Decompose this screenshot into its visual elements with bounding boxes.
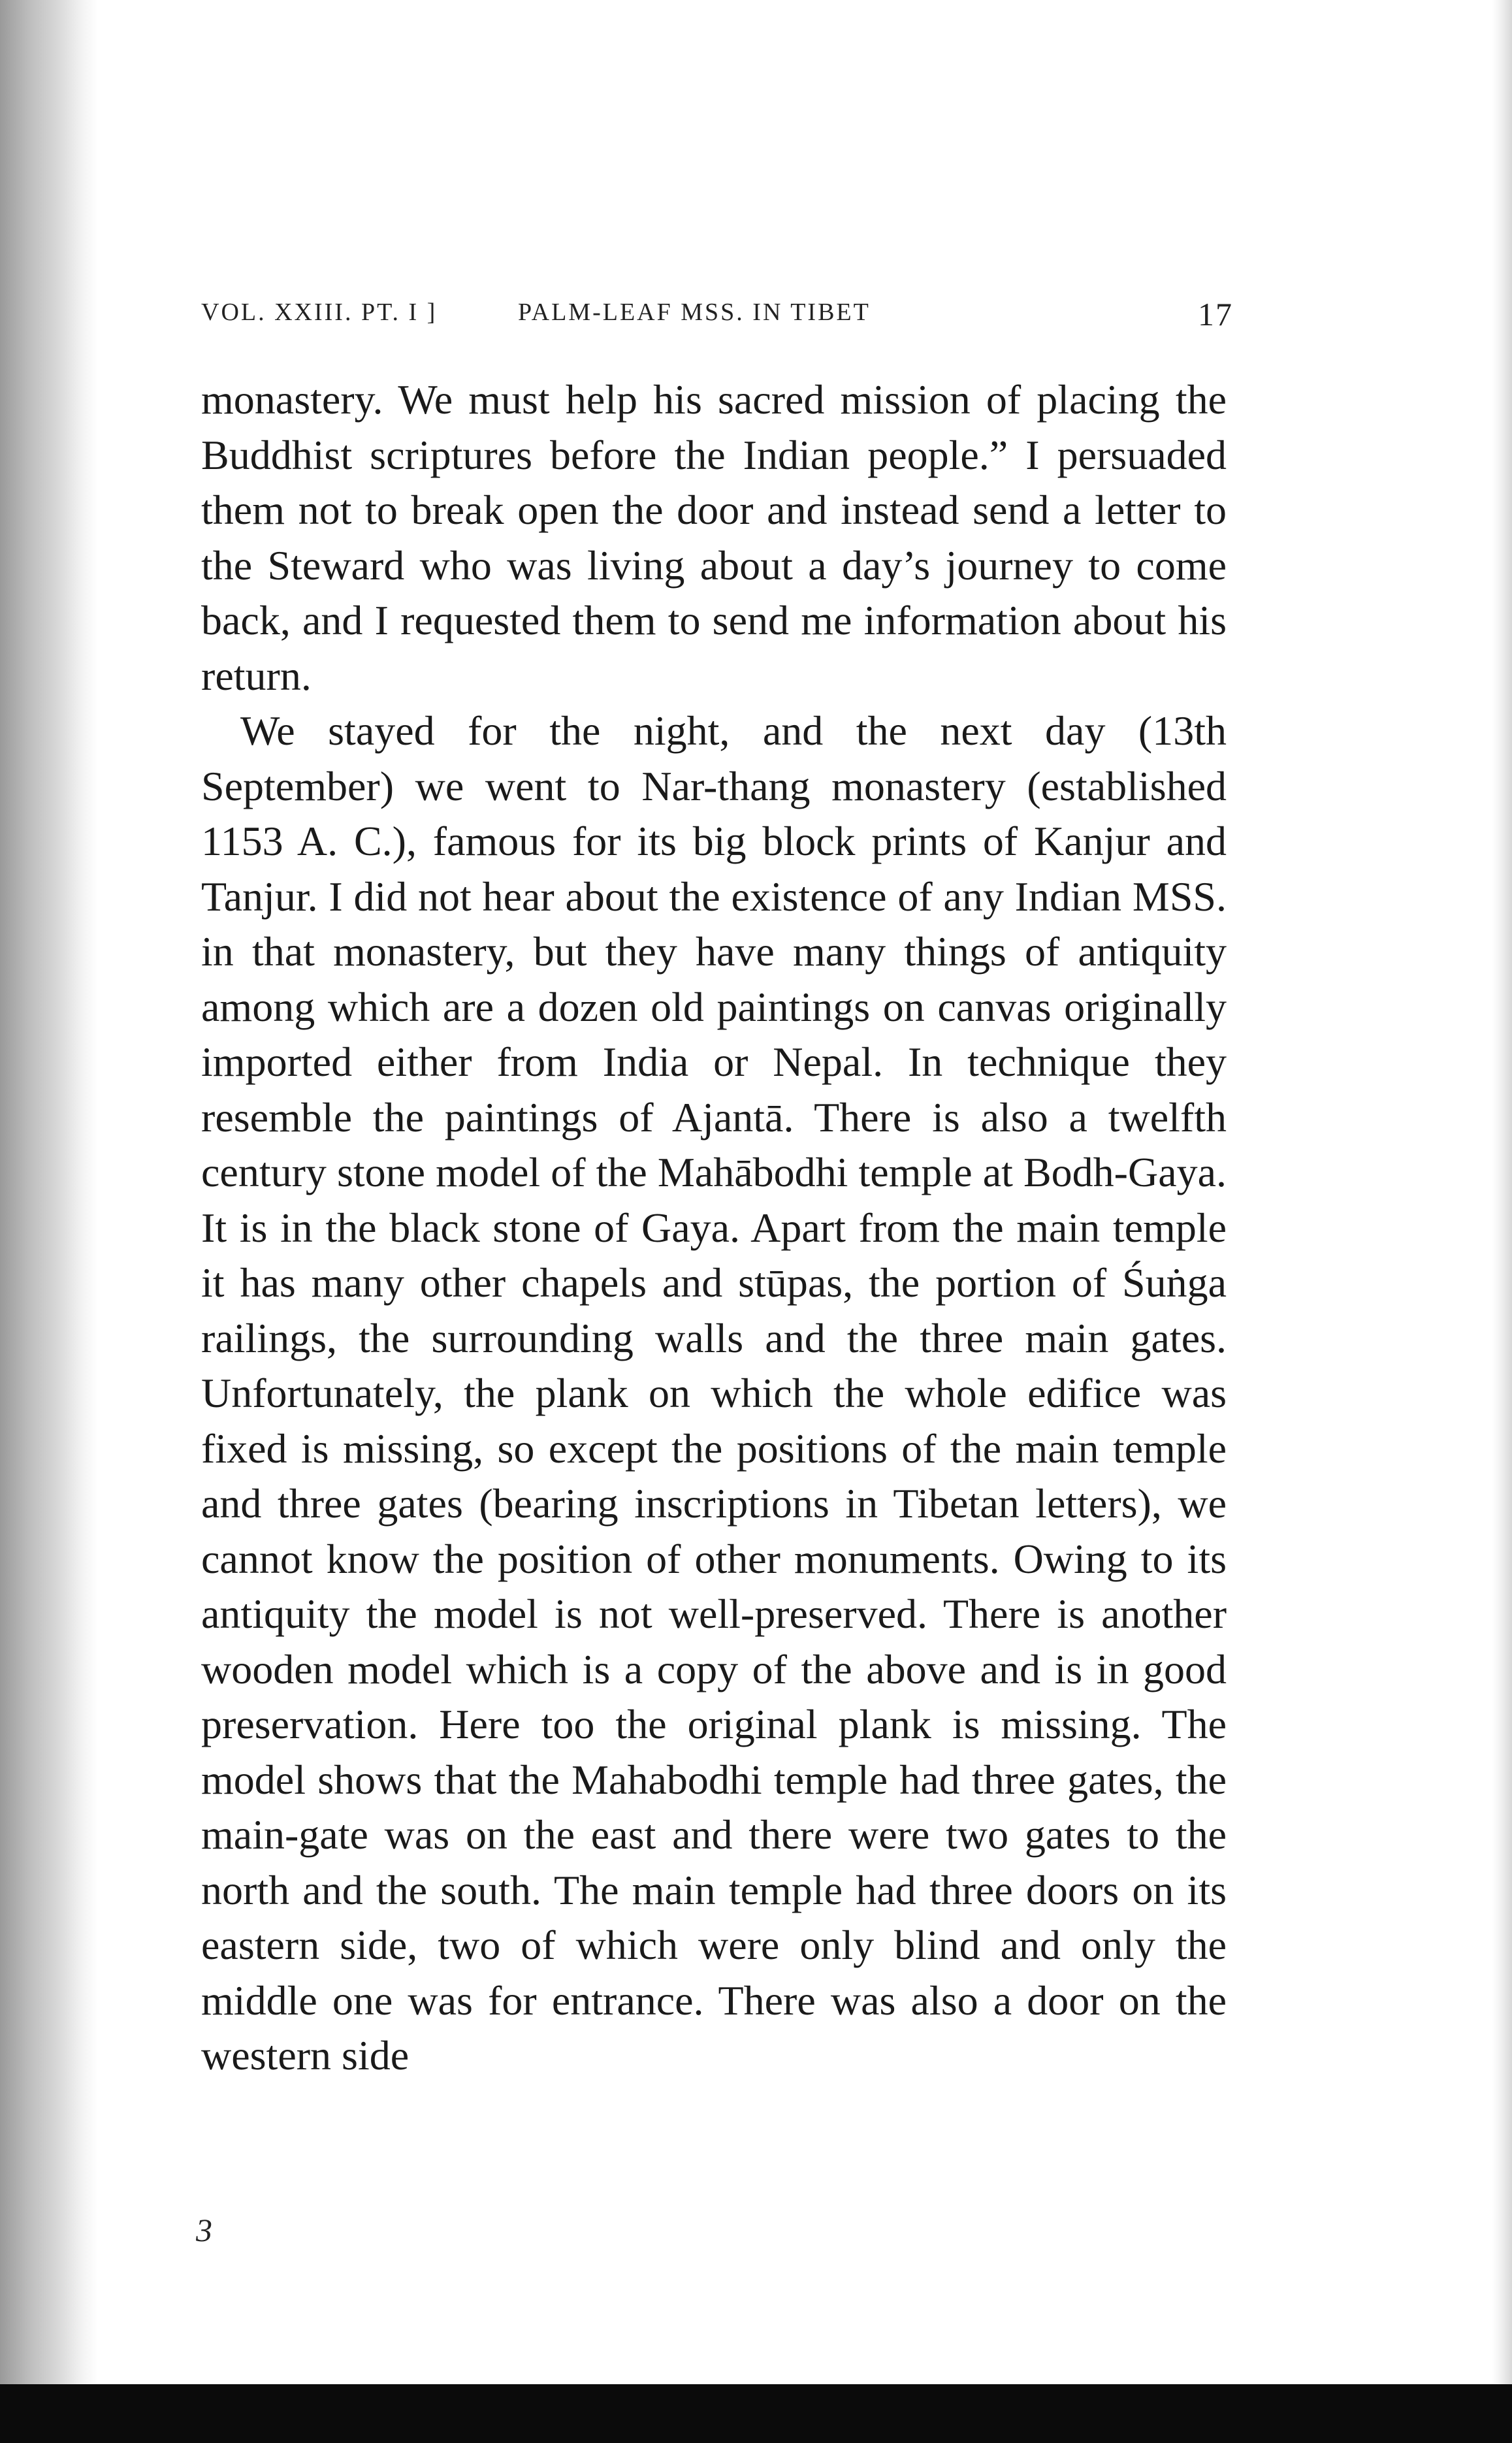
scan-bottom-band: [0, 2384, 1512, 2443]
paragraph: We stayed for the night, and the next day (13th September) we went to Nar-thang monastery (established 1153 A. C.), famous for its big block prints of Kanjur and Tanjur. I did not hear about the existence of any Indian MSS. in that monastery, but they have many things of antiquity among which are a dozen old paintings on canvas originally imported either from India or Nepal. In technique they resemble the paintings of Ajantā. There is also a twelfth century stone model of the Mahābodhi temple at Bodh-Gaya. It is in the black stone of Gaya. Apart from the main temple it has many other chapels and stūpas, the portion of Śuṅga railings, the surrounding walls and the three main gates. Unfortunately, the plank on which the whole edifice was fixed is missing, so except the positions of the main temple and three gates (bearing inscriptions in Tibetan letters), we cannot know the position of other monuments. Owing to its antiquity the model is not well-preserved. There is another wooden model which is a copy of the above and is in good preservation. Here too the original plank is missing. The model shows that the Mahabodhi temple had three gates, the main-gate was on the east and there were two gates to the north and the south. The main temple had three doors on its eastern side, two of which were only blind and only the middle one was for entrance. There was also a door on the western side: [201, 707, 1227, 2079]
signature-mark: 3: [196, 2212, 212, 2248]
body-text: [201, 372, 1227, 2084]
scan-shadow-right: [1492, 0, 1512, 2443]
paragraph: monastery. We must help his sacred mission of placing the Buddhist scriptures before the Indian people.” I persuaded them not to break open the door and instead send a letter to the Steward who was living about a day’s journey to come back, and I requested them to send me information about his return.: [201, 376, 1227, 699]
page-number: 17: [1198, 296, 1233, 332]
volume-label: VOL. XXIII. PT. I ]: [201, 299, 438, 326]
scan-shadow-left: [0, 0, 98, 2443]
running-title: PALM-LEAF MSS. IN TIBET: [518, 299, 871, 326]
running-head: [201, 298, 1233, 344]
